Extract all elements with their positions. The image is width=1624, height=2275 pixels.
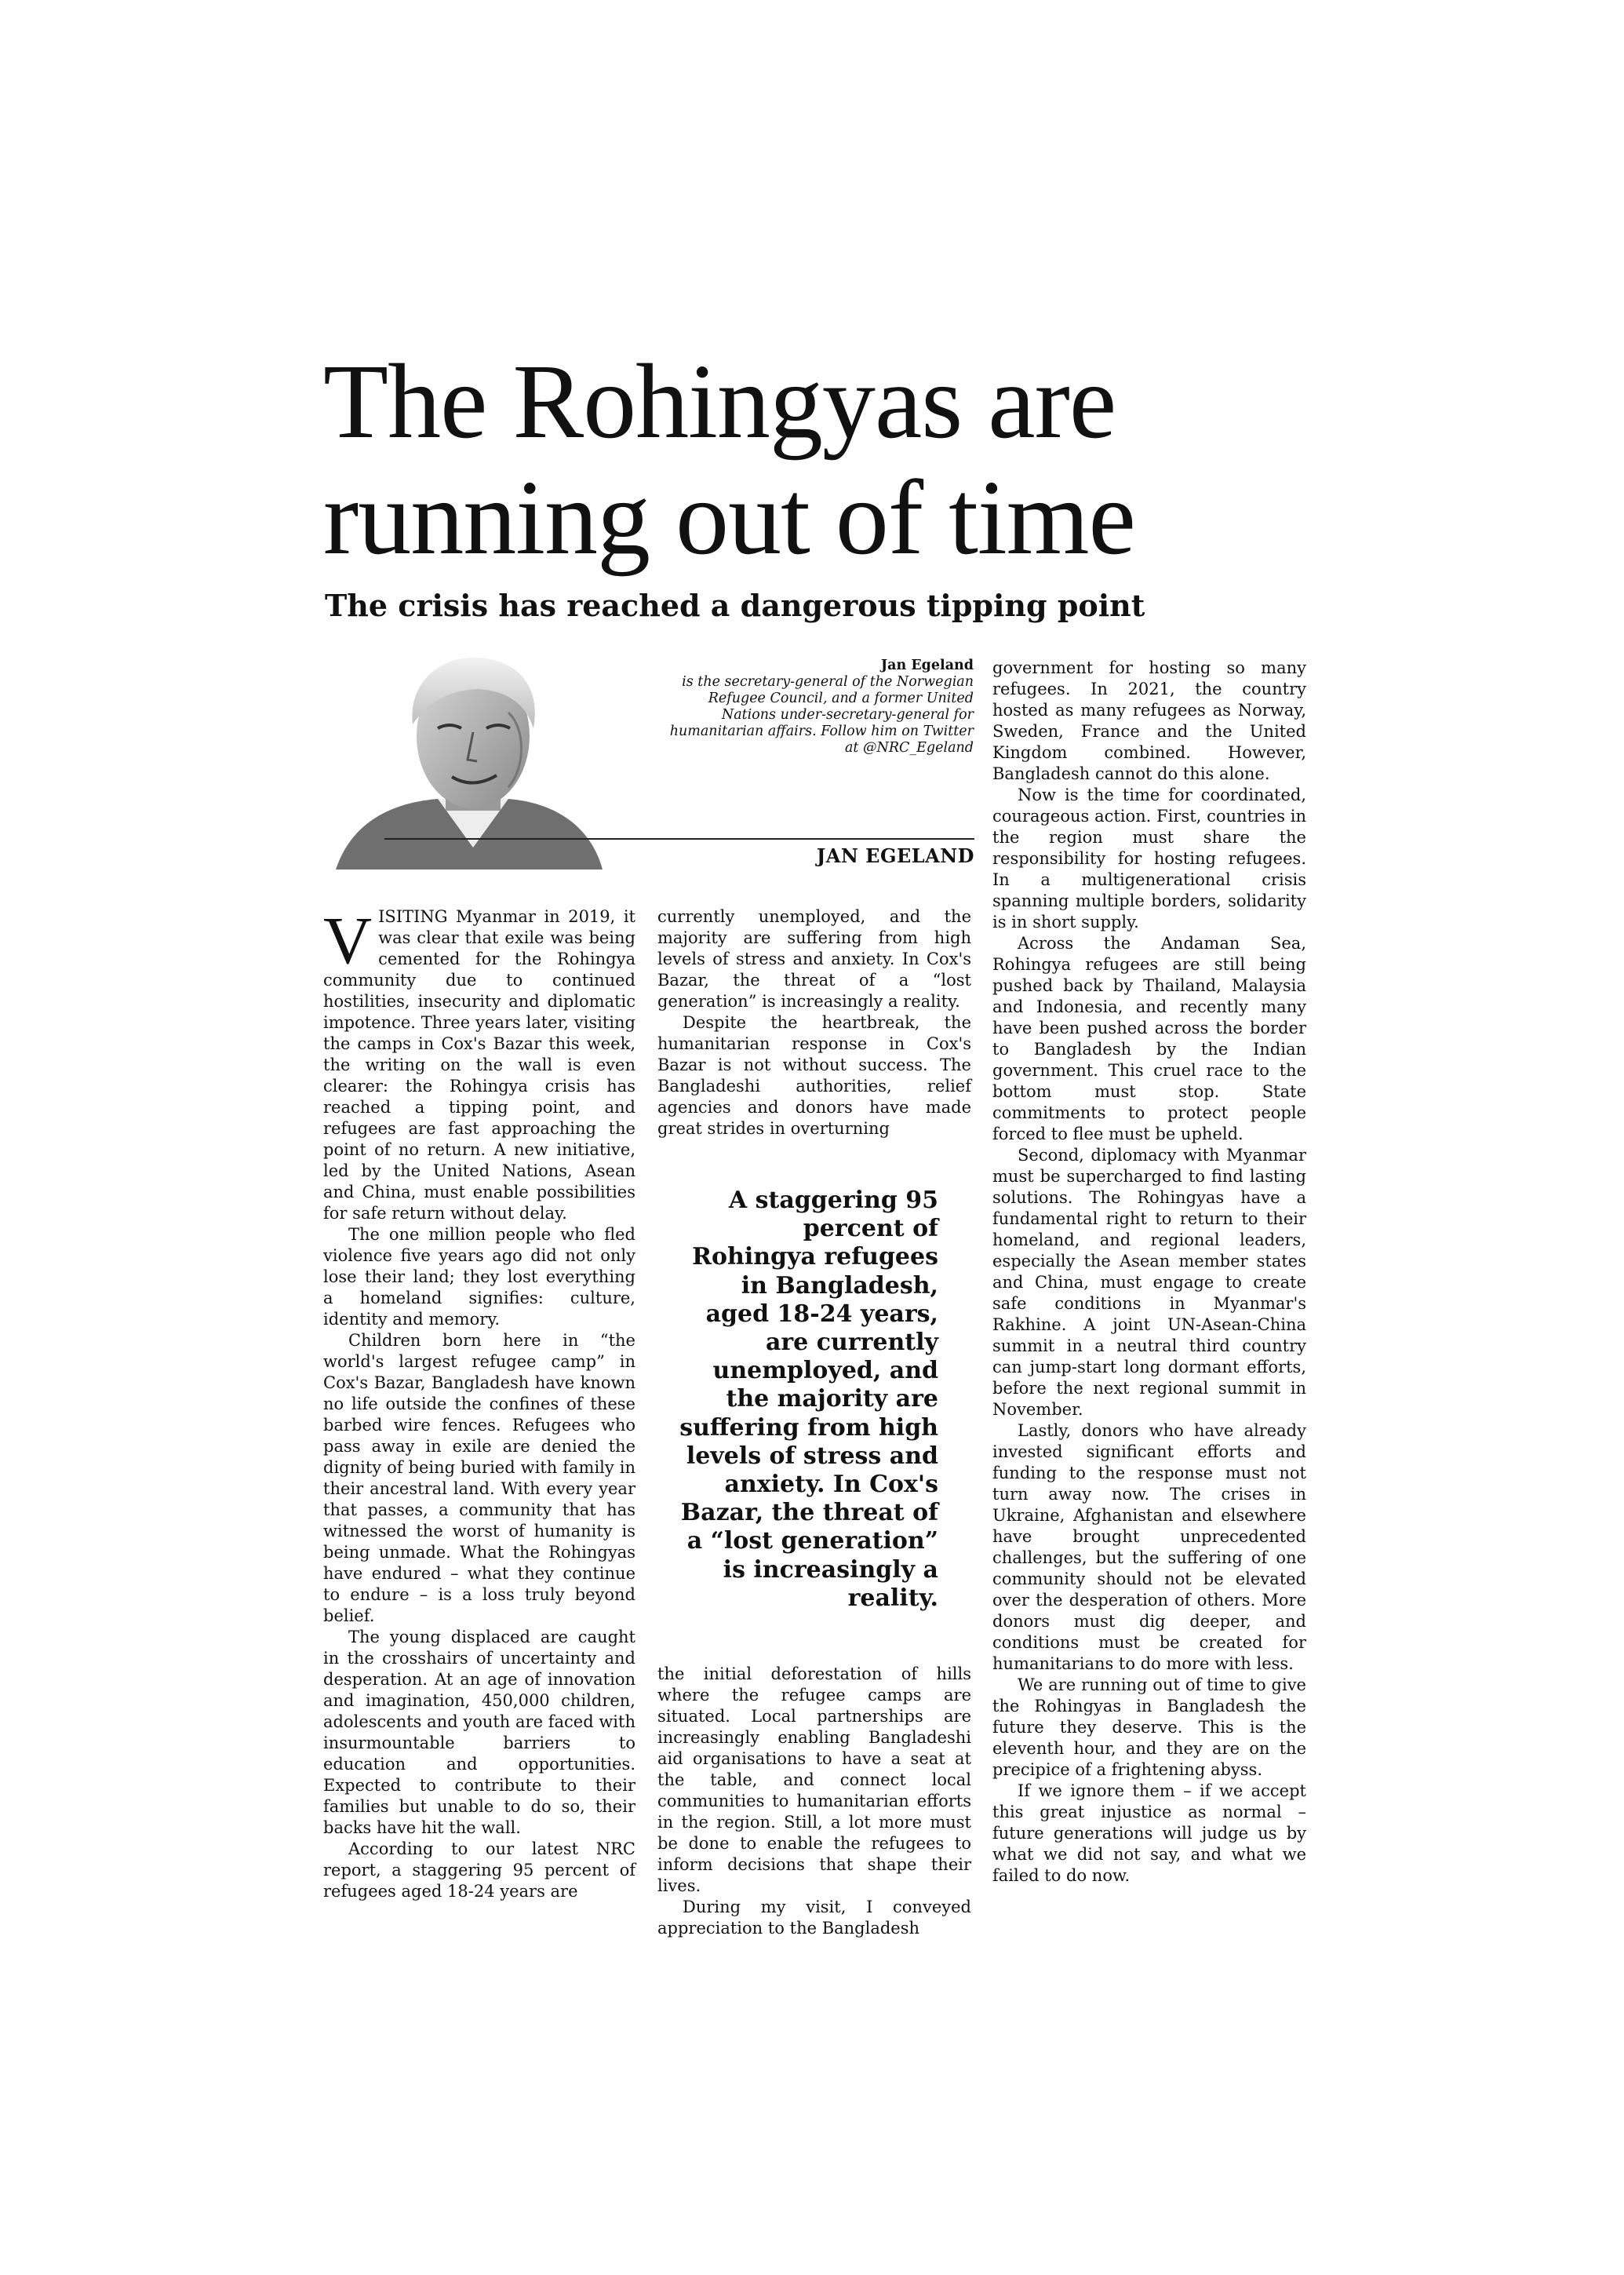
paragraph: the initial deforestation of hills where the refugee camps are situated. Local partnerships are increasingly enabling Bangladeshi aid organisations to have a seat at the table, and connect local communities to humanitarian efforts in the region. Still, a lot more must be done to enable the refugees to inform decisions that shape their lives. xyxy=(657,1664,971,1895)
column-1 xyxy=(323,902,635,1902)
author-bio xyxy=(664,658,974,757)
drop-cap: V xyxy=(323,902,373,978)
paragraph: Children born here in “the world's largest refugee camp” in Cox's Bazar, Bangladesh have known no life outside the confines of these barbed wire fences. Refugees who pass away in exile are denied the dignity of being buried with family in their ancestral land. With every year that passes, a community that has witnessed the worst of humanity is being unmade. What the Rohingyas have endured – what they continue to endure – is a loss truly beyond belief. xyxy=(323,1331,635,1625)
column-2-top xyxy=(657,906,971,1139)
column-2-bottom xyxy=(657,1664,971,1939)
headline: The Rohingyas are running out of time xyxy=(323,343,1135,577)
author-name: Jan Egeland xyxy=(880,658,974,673)
paragraph: government for hosting so many refugees. In 2021, the country hosted as many refugees as Norway, Sweden, France and the United Kingdom combined. However, Bangladesh cannot do this alone. xyxy=(992,658,1306,783)
paragraph: Across the Andaman Sea, Rohingya refugees are still being pushed back by Thailand, Malaysia and Indonesia, and recently many have been pushed across the border to Bangladesh by the Indian government. This cruel race to the bottom must stop. State commitments to protect people forced to flee must be upheld. xyxy=(992,934,1306,1143)
pull-quote: A staggering 95 percent of Rohingya refugees in Bangladesh, aged 18-24 years, are currently unemployed, and the majority are suffering from high levels of stress and anxiety. In Cox's Bazar, the threat of a “lost generation” is increasingly a reality. xyxy=(679,1187,938,1612)
subheadline: The crisis has reached a dangerous tipping point xyxy=(325,588,1145,623)
paragraph: We are running out of time to give the Rohingyas in Bangladesh the future they deserve. This is the eleventh hour, and they are on the precipice of a frightening abyss. xyxy=(992,1675,1306,1779)
paragraph xyxy=(323,902,635,1224)
paragraph: currently unemployed, and the majority are suffering from high levels of stress and anxiety. In Cox's Bazar, the threat of a “lost generation” is increasingly a reality. xyxy=(657,907,971,1011)
paragraph: Lastly, donors who have already invested significant efforts and funding to the response must not turn away now. The crises in Ukraine, Afghanistan and elsewhere have brought unprecedented challenges, but the suffering of one community should not be elevated over the desperation of others. More donors must dig deeper, and conditions must be created for humanitarians to do more with less. xyxy=(992,1421,1306,1673)
paragraph: If we ignore them – if we accept this great injustice as normal – future generations will judge us by what we did not say, and what we failed to do now. xyxy=(992,1781,1306,1885)
paragraph: Now is the time for coordinated, courageous action. First, countries in the region must share the responsibility for hosting refugees. In a multigenerational crisis spanning multiple borders, solidarity is in short supply. xyxy=(992,786,1306,932)
byline: JAN EGELAND xyxy=(816,844,974,867)
paragraph: The young displaced are caught in the crosshairs of uncertainty and desperation. At an age of innovation and imagination, 450,000 children, adolescents and youth are faced with insurmountable barriers to education and opportunities. Expected to contribute to their families but unable to do so, their backs have hit the wall. xyxy=(323,1628,635,1837)
paragraph: Second, diplomacy with Myanmar must be supercharged to find lasting solutions. The Rohingyas have a fundamental right to return to their homeland, and regional leaders, especially the Asean member states and China, must engage to create safe conditions in Myanmar's Rakhine. A joint UN-Asean-China summit in a neutral third country can jump-start long dormant efforts, before the next regional summit in November. xyxy=(992,1146,1306,1419)
paragraph: During my visit, I conveyed appreciation to the Bangladesh xyxy=(657,1898,971,1938)
author-description: is the secretary-general of the Norwegian Refugee Council, and a former United Nations under-secretary-general for humanitarian affairs. Follow him on Twitter at @NRC_Egeland xyxy=(669,674,974,756)
author-portrait xyxy=(320,642,689,870)
paragraph: The one million people who fled violence five years ago did not only lose their land; they lost everything a homeland signifies: culture, identity and memory. xyxy=(323,1225,635,1329)
byline-rule xyxy=(384,838,974,840)
paragraph: Despite the heartbreak, the humanitarian response in Cox's Bazar is not without success. The Bangladeshi authorities, relief agencies and donors have made great strides in overturning xyxy=(657,1013,971,1138)
column-3 xyxy=(992,658,1306,1887)
paragraph-text: ISITING Myanmar in 2019, it was clear that exile was being cemented for the Rohingya community due to continued hostilities, insecurity and diplomatic impotence. Three years later, visiting the camps in Cox's Bazar this week, the writing on the wall is even clearer: the Rohingya crisis has reached a tipping point, and refugees are fast approaching the point of no return. A new initiative, led by the United Nations, Asean and China, must enable possibilities for safe return without delay. xyxy=(323,907,635,1223)
paragraph: According to our latest NRC report, a staggering 95 percent of refugees aged 18-24 years are xyxy=(323,1839,635,1901)
